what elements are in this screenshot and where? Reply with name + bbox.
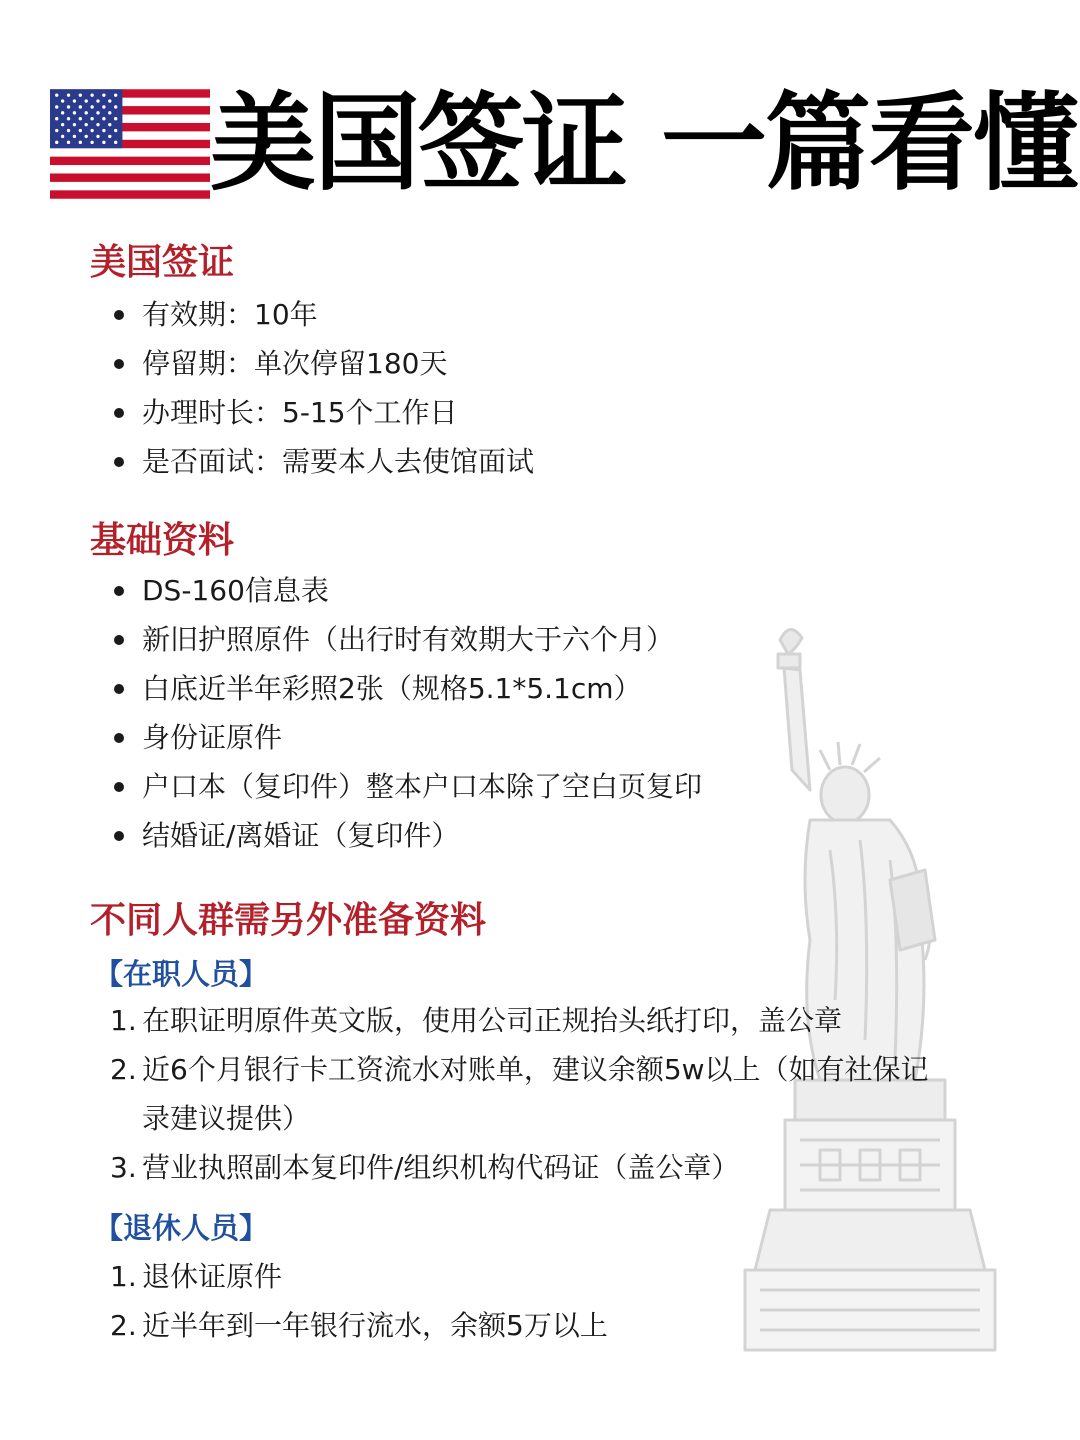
list-item: 白底近半年彩照2张（规格5.1*5.1cm） [110, 664, 950, 713]
list-text: 在职证明原件英文版，使用公司正规抬头纸打印，盖公章 [142, 1004, 843, 1037]
list-number: 1. [110, 1260, 137, 1293]
retired-docs-list [110, 1252, 950, 1350]
section-title-basic-docs: 基础资料 [90, 520, 235, 561]
list-item: 新旧护照原件（出行时有效期大于六个月） [110, 615, 950, 664]
list-number: 1. [110, 1004, 137, 1037]
list-number: 2. [110, 1309, 137, 1342]
list-item [110, 1143, 950, 1192]
visa-info-list [110, 290, 950, 486]
list-number: 3. [110, 1151, 137, 1184]
page-title: 美国签证 一篇看懂 [210, 82, 1077, 205]
list-text: 近半年到一年银行流水，余额5万以上 [142, 1309, 608, 1342]
list-item: 户口本（复印件）整本户口本除了空白页复印 [110, 762, 950, 811]
employed-docs-list [110, 996, 950, 1192]
list-item: 结婚证/离婚证（复印件） [110, 811, 950, 860]
us-flag-icon [50, 89, 210, 199]
list-text: 退休证原件 [142, 1260, 283, 1293]
sub-title-retired: 【退休人员】 [94, 1211, 269, 1245]
list-item: 办理时长：5-15个工作日 [110, 388, 950, 437]
list-item: 停留期：单次停留180天 [110, 339, 950, 388]
basic-docs-list [110, 566, 950, 860]
list-item: 身份证原件 [110, 713, 950, 762]
list-number: 2. [110, 1053, 137, 1086]
sub-title-employed: 【在职人员】 [94, 957, 269, 991]
section-title-us-visa: 美国签证 [90, 242, 235, 283]
list-item: 是否面试：需要本人去使馆面试 [110, 437, 950, 486]
list-item [110, 1045, 950, 1143]
list-item [110, 1301, 950, 1350]
list-text: 近6个月银行卡工资流水对账单，建议余额5w以上（如有社保记录建议提供） [142, 1053, 929, 1135]
header [50, 82, 1077, 205]
list-item: DS-160信息表 [110, 566, 950, 615]
section-title-extra-docs: 不同人群需另外准备资料 [90, 900, 487, 941]
list-item: 有效期：10年 [110, 290, 950, 339]
list-item [110, 1252, 950, 1301]
list-text: 营业执照副本复印件/组织机构代码证（盖公章） [142, 1151, 740, 1184]
list-item [110, 996, 950, 1045]
